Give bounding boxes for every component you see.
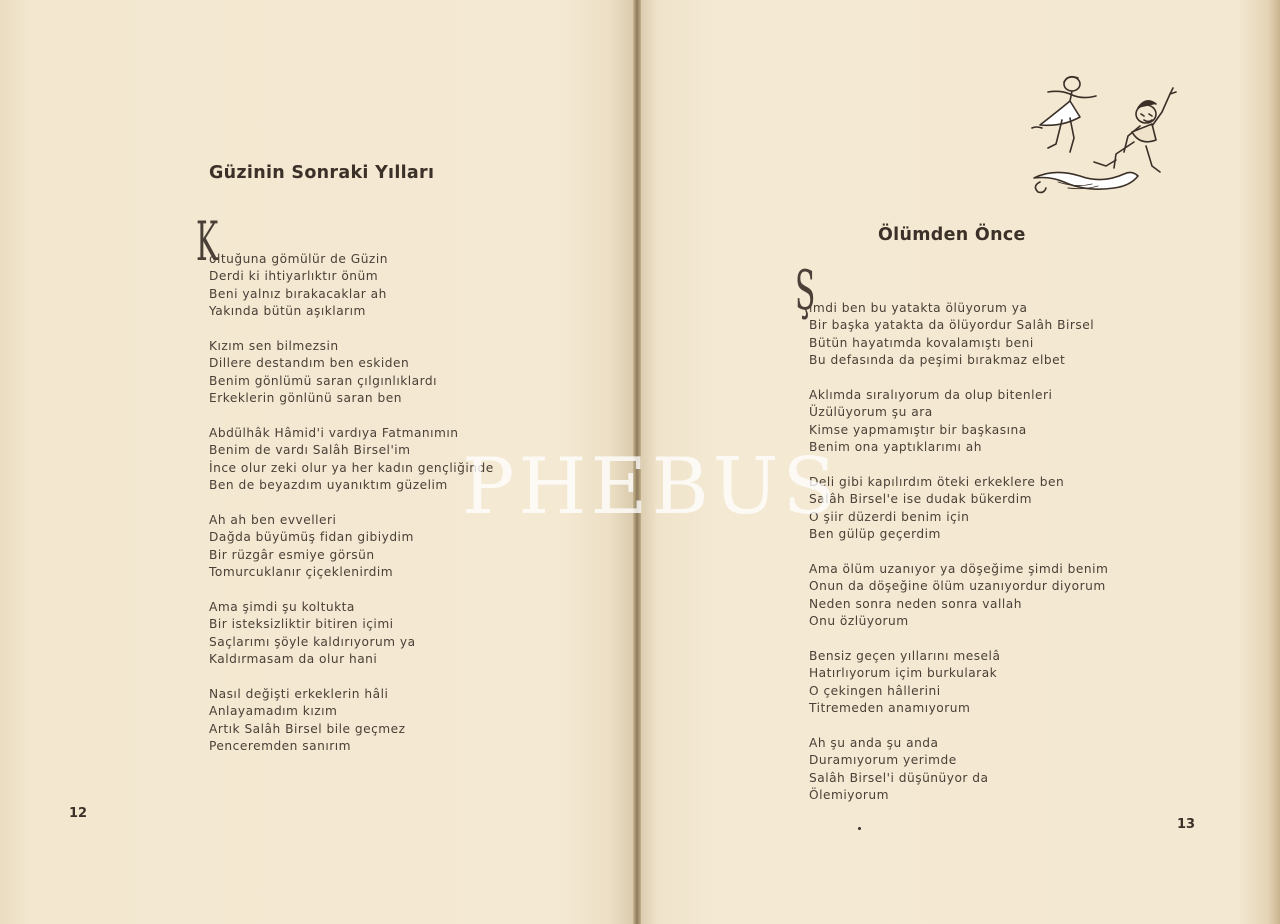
poem-line: Bir rüzgâr esmiye görsün bbox=[209, 547, 375, 562]
dancing-couple-illustration bbox=[1028, 70, 1184, 198]
right-poem bbox=[809, 300, 1108, 822]
poem-line: Nasıl değişti erkeklerin hâli bbox=[209, 687, 389, 702]
poem-line: Bensiz geçen yıllarını meselâ bbox=[809, 649, 1001, 664]
stanza bbox=[209, 512, 494, 582]
poem-line: Ama şimdi şu koltukta bbox=[209, 600, 355, 615]
poem-line: Benim ona yaptıklarımı ah bbox=[809, 440, 982, 455]
poem-line: Ben gülüp geçerdim bbox=[809, 527, 941, 542]
ink-dot bbox=[858, 827, 861, 830]
right-page-title: Ölümden Önce bbox=[878, 225, 1026, 245]
page-number-left: 12 bbox=[69, 806, 88, 821]
stanza bbox=[809, 561, 1108, 631]
right-dropcap: Ş bbox=[795, 259, 816, 322]
poem-line: Kızım sen bilmezsin bbox=[209, 339, 339, 354]
page-number-right: 13 bbox=[1177, 817, 1196, 832]
poem-line: Penceremden sanırım bbox=[209, 739, 351, 754]
poem-line: Artık Salâh Birsel bile geçmez bbox=[209, 721, 406, 736]
poem-line: Duramıyorum yerimde bbox=[809, 753, 957, 768]
poem-line: Abdülhâk Hâmid'i vardıya Fatmanımın bbox=[209, 426, 459, 441]
poem-line: Onun da döşeğine ölüm uzanıyordur diyorum bbox=[809, 579, 1106, 594]
poem-line: imdi ben bu yatakta ölüyorum ya bbox=[809, 301, 1028, 315]
stanza bbox=[809, 387, 1108, 457]
poem-line: Anlayamadım kızım bbox=[209, 704, 338, 719]
poem-line: Dillere destandım ben eskiden bbox=[209, 356, 410, 371]
poem-line: Deli gibi kapılırdım öteki erkeklere ben bbox=[809, 475, 1065, 490]
poem-line: Neden sonra neden sonra vallah bbox=[809, 596, 1022, 611]
poem-line: Beni yalnız bırakacaklar ah bbox=[209, 286, 387, 301]
poem-line: oltuğuna gömülür de Güzin bbox=[209, 252, 388, 266]
poem-line: O şiir düzerdi benim için bbox=[809, 509, 970, 524]
poem-line: Aklımda sıralıyorum da olup bitenleri bbox=[809, 388, 1053, 403]
poem-line: Hatırlıyorum içim burkularak bbox=[809, 666, 998, 681]
poem-line: Üzülüyorum şu ara bbox=[809, 405, 933, 420]
poem-line: Saçlarımı şöyle kaldırıyorum ya bbox=[209, 634, 416, 649]
poem-line: İnce olur zeki olur ya her kadın gençliğinde bbox=[209, 460, 494, 475]
poem-line: Bir isteksizliktir bitiren içimi bbox=[209, 617, 394, 632]
poem-line: Ah ah ben evvelleri bbox=[209, 513, 337, 528]
poem-line: Bütün hayatımda kovalamıştı beni bbox=[809, 335, 1034, 350]
left-poem bbox=[209, 251, 494, 773]
left-page-title: Güzinin Sonraki Yılları bbox=[209, 163, 435, 183]
poem-line: Titremeden anamıyorum bbox=[809, 701, 971, 716]
poem-line: Ama ölüm uzanıyor ya döşeğime şimdi benim bbox=[809, 562, 1109, 577]
poem-line: Tomurcuklanır çiçeklenirdim bbox=[209, 565, 394, 580]
poem-line: Yakında bütün aşıklarım bbox=[209, 304, 366, 319]
stanza bbox=[209, 425, 494, 495]
poem-line: Salâh Birsel'e ise dudak bükerdim bbox=[809, 492, 1032, 507]
poem-line: Kimse yapmamıştır bir başkasına bbox=[809, 422, 1027, 437]
poem-line: Ölemiyorum bbox=[809, 788, 890, 803]
poem-line: Salâh Birsel'i düşünüyor da bbox=[809, 770, 989, 785]
poem-line: Derdi ki ihtiyarlıktır önüm bbox=[209, 269, 379, 284]
poem-line: Bir başka yatakta da ölüyordur Salâh Birsel bbox=[809, 318, 1095, 333]
stanza bbox=[809, 648, 1108, 718]
phebus-watermark: PHEBUS bbox=[462, 442, 840, 532]
poem-line: Benim de vardı Salâh Birsel'im bbox=[209, 443, 411, 458]
poem-line: O çekingen hâllerini bbox=[809, 683, 941, 698]
stanza bbox=[809, 300, 1108, 370]
poem-line: Ben de beyazdım uyanıktım güzelim bbox=[209, 478, 448, 493]
stanza bbox=[209, 599, 494, 669]
poem-line: Erkeklerin gönlünü saran ben bbox=[209, 391, 402, 406]
stanza bbox=[809, 474, 1108, 544]
stanza bbox=[209, 338, 494, 408]
stanza bbox=[209, 686, 494, 756]
poem-line: Benim gönlümü saran çılgınlıklardı bbox=[209, 373, 438, 388]
stanza bbox=[209, 251, 494, 321]
poem-line: Onu özlüyorum bbox=[809, 614, 909, 629]
left-dropcap: K bbox=[196, 210, 219, 273]
stanza bbox=[809, 735, 1108, 805]
poem-line: Ah şu anda şu anda bbox=[809, 736, 939, 751]
poem-line: Kaldırmasam da olur hani bbox=[209, 652, 378, 667]
poem-line: Bu defasında da peşimi bırakmaz elbet bbox=[809, 353, 1066, 368]
poem-line: Dağda büyümüş fidan gibiydim bbox=[209, 530, 414, 545]
